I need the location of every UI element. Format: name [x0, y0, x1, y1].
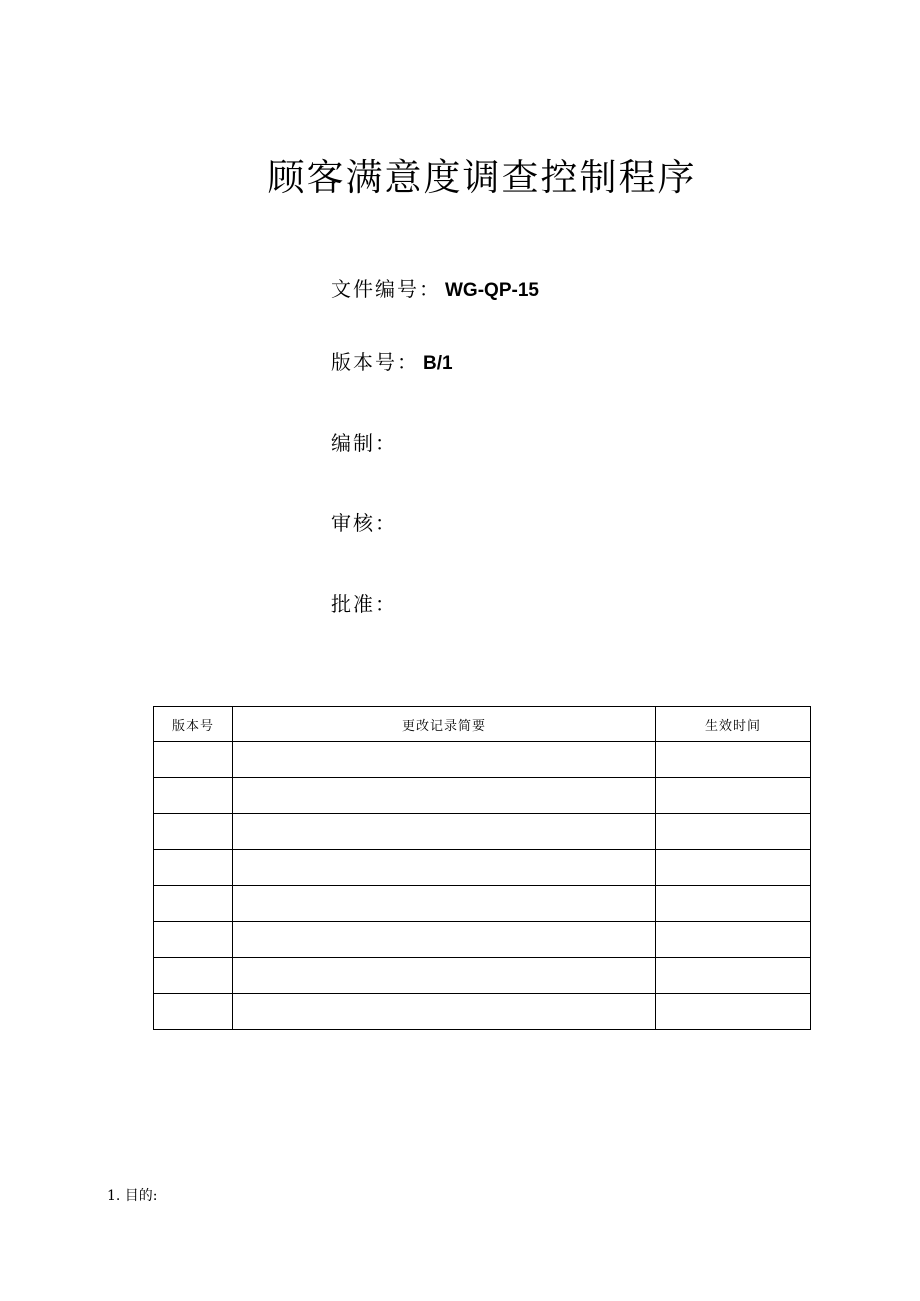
- field-label: 编制：: [331, 431, 397, 455]
- field-label: 审核：: [331, 511, 397, 535]
- field-prepared-by: [331, 428, 401, 460]
- table-cell: [154, 778, 233, 814]
- table-row: [154, 886, 811, 922]
- table-cell: [656, 814, 811, 850]
- table-cell: [656, 886, 811, 922]
- table-header-row: [154, 707, 811, 742]
- table-cell: [656, 958, 811, 994]
- table-cell: [154, 958, 233, 994]
- header-change-summary: 更改记录简要: [233, 707, 656, 742]
- table-cell: [233, 886, 656, 922]
- table-row: [154, 994, 811, 1030]
- table-cell: [656, 994, 811, 1030]
- table-cell: [233, 994, 656, 1030]
- table-cell: [656, 850, 811, 886]
- table-cell: [233, 922, 656, 958]
- table-cell: [154, 850, 233, 886]
- table-cell: [656, 778, 811, 814]
- field-document-number: [331, 274, 539, 306]
- table-cell: [656, 922, 811, 958]
- table-cell: [233, 814, 656, 850]
- revision-history-table: [153, 706, 811, 1030]
- table-cell: [154, 994, 233, 1030]
- table-row: [154, 850, 811, 886]
- field-label: 文件编号：: [331, 277, 441, 301]
- header-effective-date: 生效时间: [656, 707, 811, 742]
- table-cell: [154, 742, 233, 778]
- section-heading-purpose: 1. 目的:: [107, 1188, 158, 1204]
- table-cell: [233, 850, 656, 886]
- table-row: [154, 814, 811, 850]
- table-cell: [154, 922, 233, 958]
- table-cell: [154, 886, 233, 922]
- field-value: WG-QP-15: [445, 280, 539, 301]
- table-cell: [154, 814, 233, 850]
- header-version: 版本号: [154, 707, 233, 742]
- table-cell: [656, 742, 811, 778]
- field-label: 版本号：: [331, 350, 419, 374]
- table-row: [154, 922, 811, 958]
- table-row: [154, 958, 811, 994]
- field-label: 批准：: [331, 592, 397, 616]
- table-cell: [233, 778, 656, 814]
- table-row: [154, 778, 811, 814]
- document-title: 顾客满意度调查控制程序: [267, 156, 697, 199]
- table-cell: [233, 742, 656, 778]
- field-version: [331, 347, 453, 379]
- table-row: [154, 742, 811, 778]
- field-approved-by: [331, 589, 401, 621]
- table-cell: [233, 958, 656, 994]
- field-reviewed-by: [331, 508, 401, 540]
- field-value: B/1: [423, 353, 453, 374]
